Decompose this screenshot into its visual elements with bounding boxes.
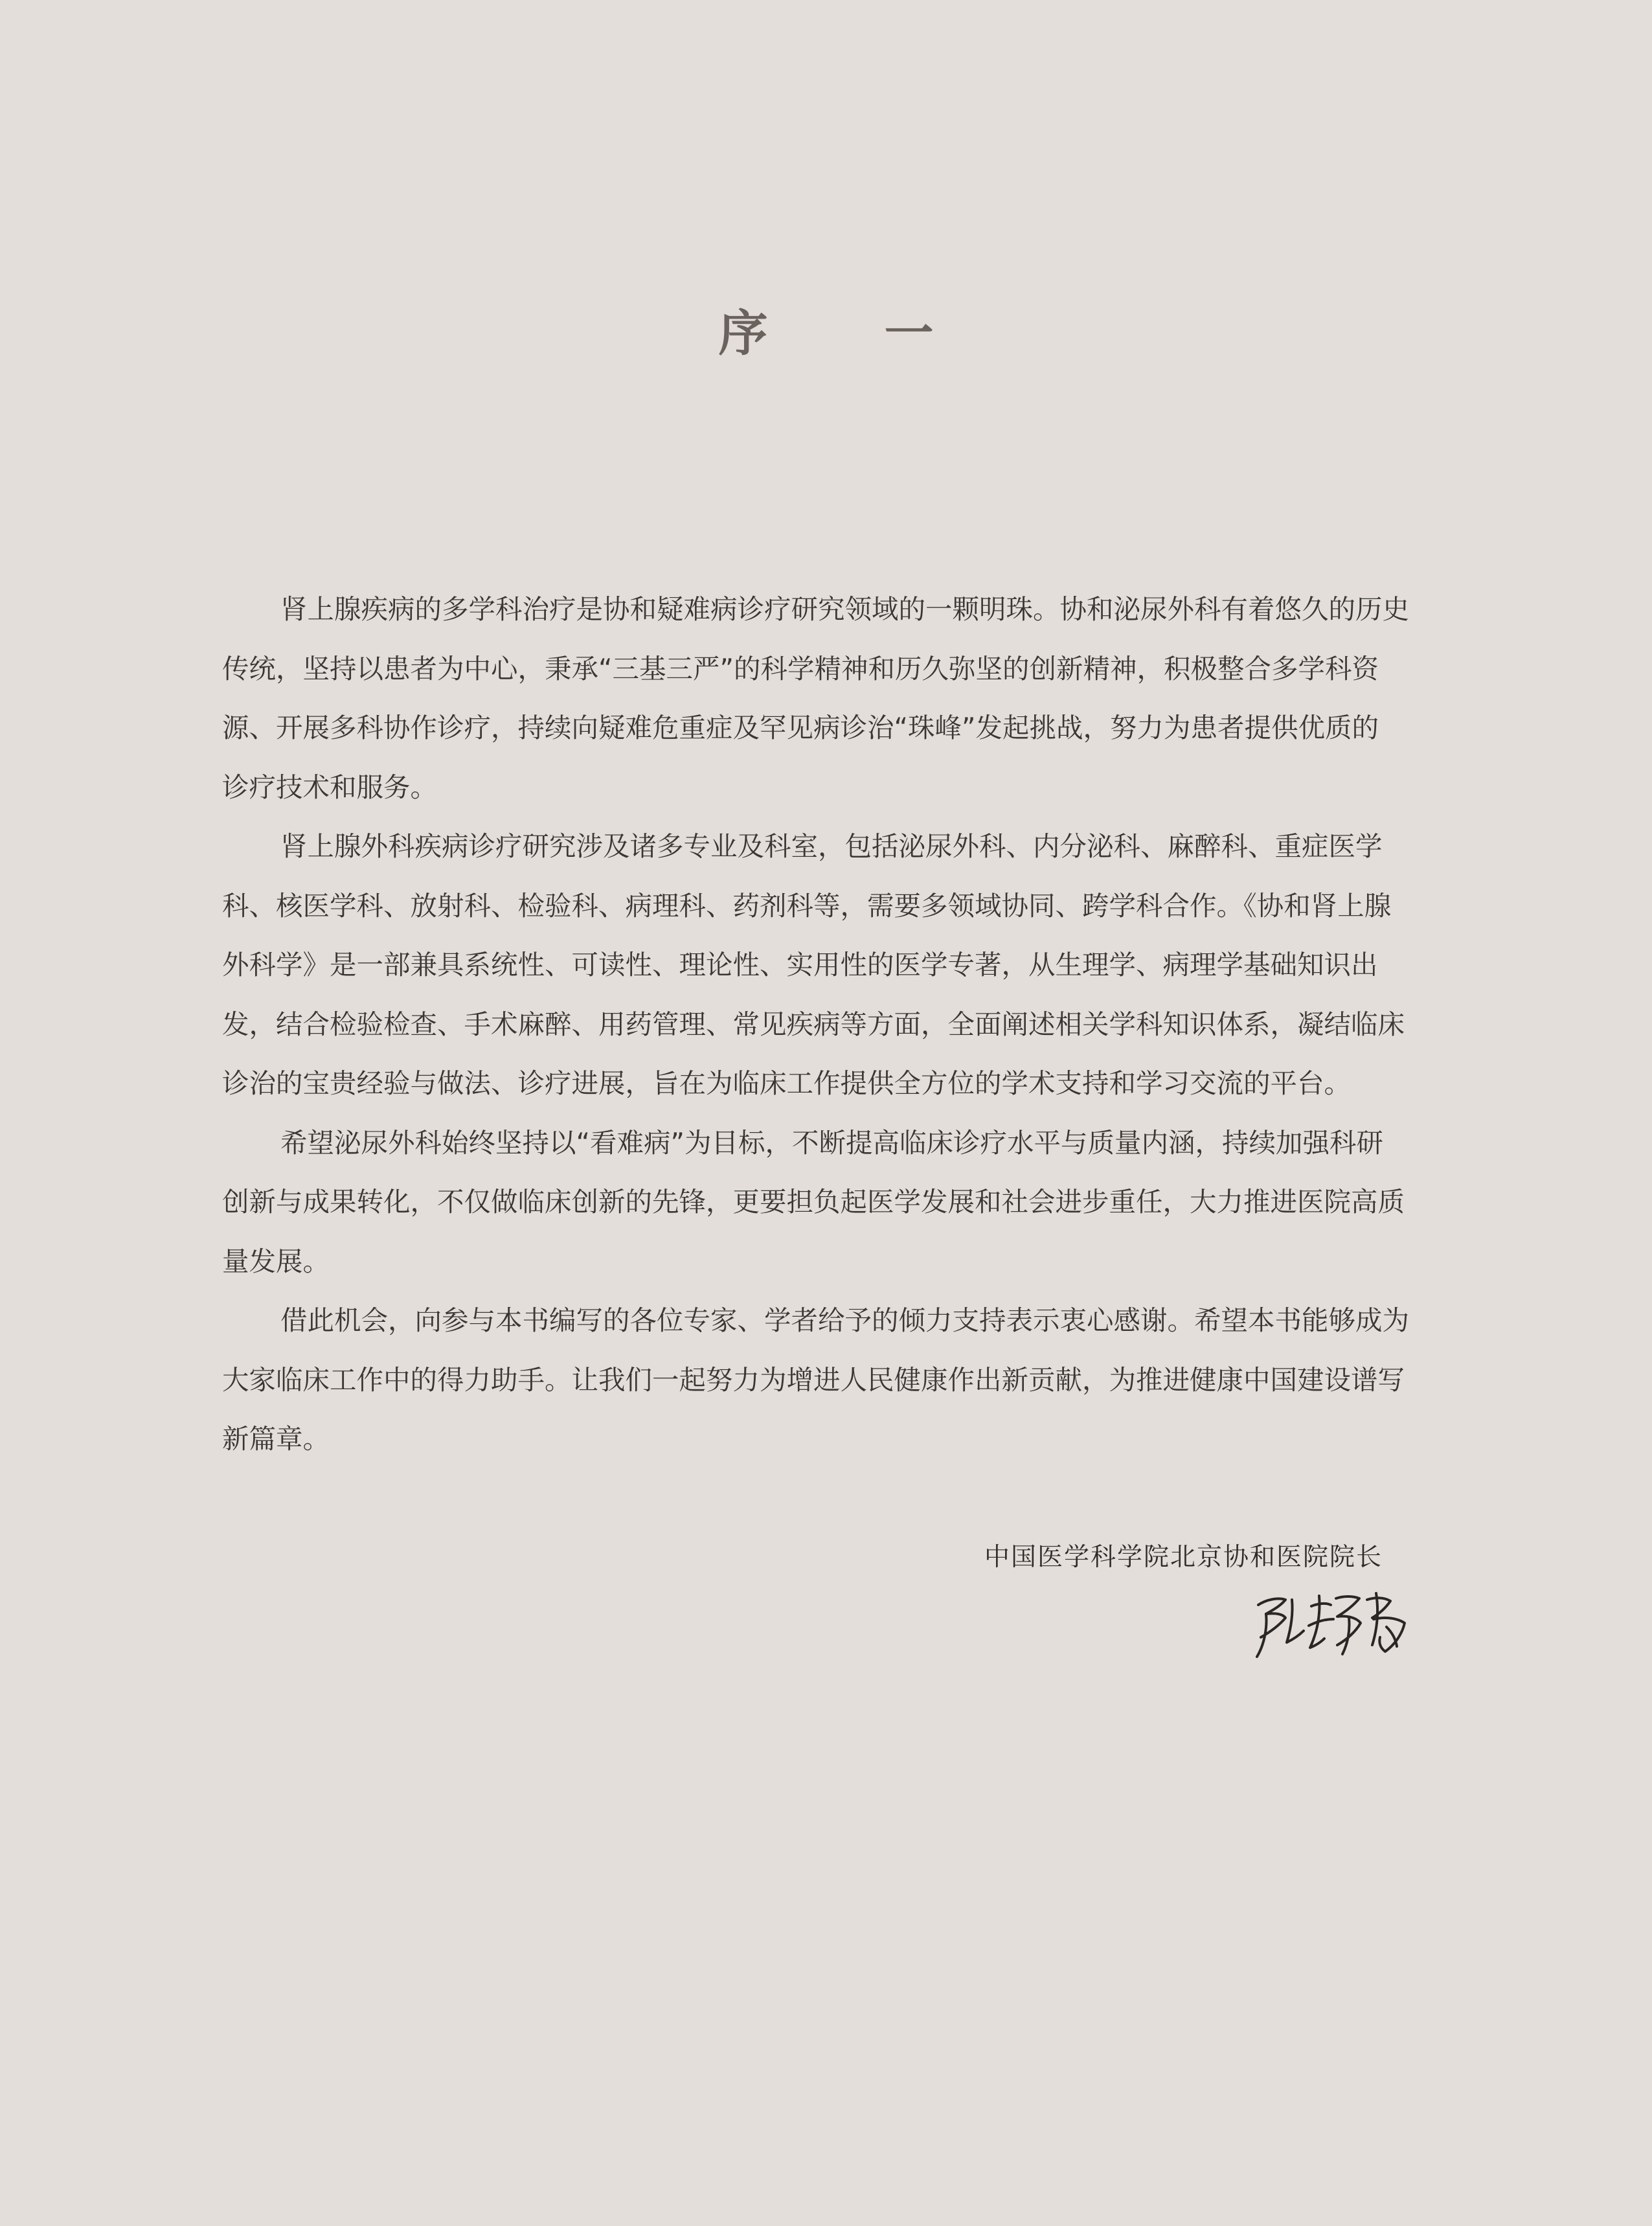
page-title-left-char: 序 <box>718 304 768 362</box>
handwritten-signature <box>1247 1580 1415 1664</box>
page-title-right-char: 一 <box>884 304 934 362</box>
paragraph-line: 大家临床工作中的得力助手。让我们一起努力为增进人民健康作出新贡献，为推进健康中国建设谱写 <box>222 1363 1405 1396</box>
signature-affiliation: 中国医学科学院北京协和医院院长 <box>984 1543 1383 1572</box>
preface-body <box>222 580 1460 1469</box>
paragraph-1 <box>222 580 1460 817</box>
paragraph-line: 量发展。 <box>222 1245 330 1277</box>
paragraph-line: 肾上腺疾病的多学科治疗是协和疑难病诊疗研究领域的一颗明珠。协和泌尿外科有着悠久的历史 <box>280 593 1410 625</box>
paragraph-line: 源、开展多科协作诊疗，持续向疑难危重症及罕见病诊治“珠峰”发起挑战，努力为患者提供优质的 <box>222 712 1379 744</box>
paragraph-line: 创新与成果转化，不仅做临床创新的先锋，更要担负起医学发展和社会进步重任，大力推进医院高质 <box>222 1186 1405 1218</box>
paragraph-line: 新篇章。 <box>222 1423 330 1455</box>
signature-block <box>984 1538 1451 1577</box>
paragraph-line: 肾上腺外科疾病诊疗研究涉及诸多专业及科室，包括泌尿外科、内分泌科、麻醉科、重症医学 <box>280 830 1383 862</box>
paragraph-line: 诊治的宝贵经验与做法、诊疗进展，旨在为临床工作提供全方位的学术支持和学习交流的平台。 <box>222 1067 1352 1099</box>
paragraph-line: 传统，坚持以患者为中心，秉承“三基三严”的科学精神和历久弥坚的创新精神，积极整合多学科资 <box>222 652 1379 685</box>
paragraph-line: 外科学》是一部兼具系统性、可读性、理论性、实用性的医学专著，从生理学、病理学基础知识出 <box>222 949 1378 981</box>
page-title <box>0 295 1652 372</box>
paragraph-line: 发，结合检验检查、手术麻醉、用药管理、常见疾病等方面，全面阐述相关学科知识体系，凝结临床 <box>222 1008 1405 1040</box>
paragraph-2 <box>222 817 1460 1113</box>
paragraph-3 <box>222 1113 1460 1291</box>
paragraph-4 <box>222 1291 1460 1469</box>
paragraph-line: 借此机会，向参与本书编写的各位专家、学者给予的倾力支持表示衷心感谢。希望本书能够成为 <box>280 1304 1410 1336</box>
paragraph-line: 诊疗技术和服务。 <box>222 771 438 803</box>
paragraph-line: 科、核医学科、放射科、检验科、病理科、药剂科等，需要多领域协同、跨学科合作。《协和肾上腺 <box>222 889 1392 922</box>
paragraph-line: 希望泌尿外科始终坚持以“看难病”为目标，不断提高临床诊疗水平与质量内涵，持续加强科研 <box>280 1126 1384 1159</box>
